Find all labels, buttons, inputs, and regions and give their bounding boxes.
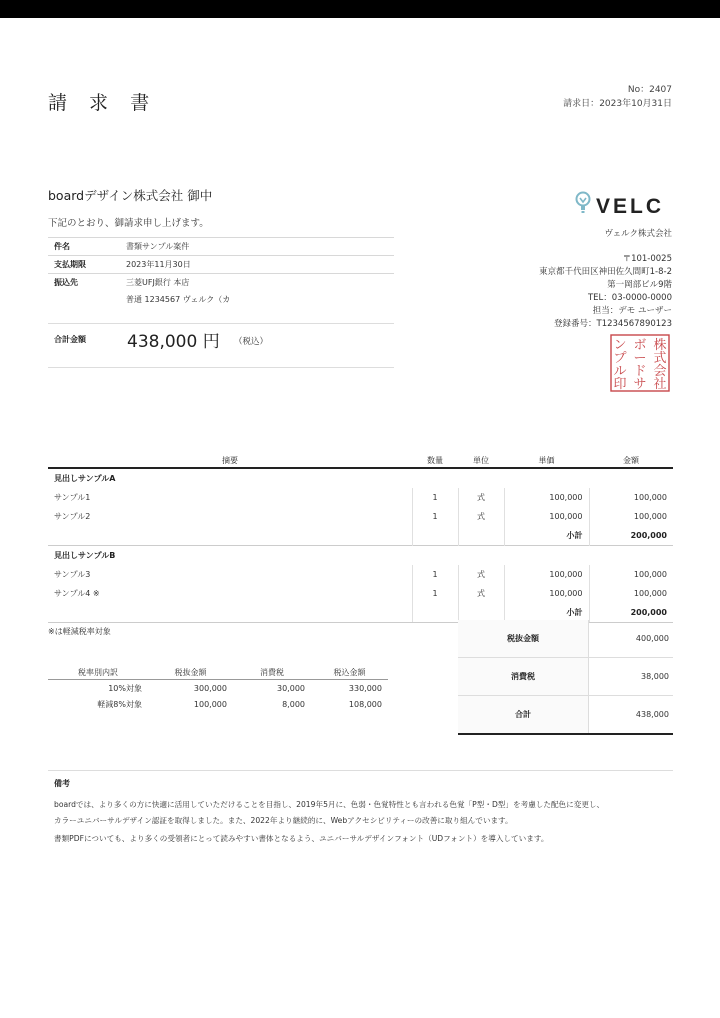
invoice-number: No：2407 [627, 85, 672, 95]
summary-value: 438,000 [589, 696, 674, 735]
item-qty: 1 [412, 507, 458, 526]
item-price: 100,000 [504, 565, 589, 584]
svg-text:ー: ー [633, 351, 647, 366]
summary-label: 消費税 [458, 658, 589, 696]
remarks-line: boardでは、より多くの方に快適に活用していただけることを目指し、2019年5月に、色弱・色覚特性とも言われる色覚「P型・D型」を考慮した配色に変更し、 [54, 800, 605, 809]
info-value: 三菱UFJ銀行 本店 [120, 274, 394, 292]
item-price: 100,000 [504, 507, 589, 526]
item-desc: サンプル1 [54, 493, 91, 502]
summary-row [458, 696, 673, 735]
tax-amount: 30,000 [277, 683, 305, 693]
reduced-tax-note: ※は軽減税率対象 [48, 627, 111, 636]
tax-incl: 330,000 [348, 683, 382, 693]
info-value: 2023年11月30日 [120, 256, 394, 274]
subtotal-label: 小計 [504, 526, 589, 546]
col-price: 単価 [504, 453, 589, 468]
summary-value: 38,000 [589, 658, 674, 696]
svg-text:ン: ン [613, 338, 627, 353]
company-seal [610, 334, 670, 392]
svg-text:ド: ド [633, 364, 647, 379]
info-label: 支払期限 [48, 256, 120, 274]
remarks-divider [48, 770, 673, 771]
items-table [48, 453, 673, 623]
info-value: 普通 1234567 ヴェルク（カ [126, 295, 231, 304]
tax-excl: 300,000 [193, 683, 227, 693]
company-contact: 担当：デモ ユーザー [592, 306, 672, 316]
group-heading-row [48, 468, 673, 488]
remarks-line: 書類PDFについても、より多くの受領者にとって読みやすい書体となるよう、ユニバーサルデザインフォント（UDフォント）を導入しています。 [54, 834, 549, 843]
subtotal-value: 200,000 [589, 526, 673, 546]
top-bar [0, 0, 720, 18]
subtotal-row [48, 526, 673, 546]
info-label: 件名 [48, 238, 120, 256]
company-postal: 〒101-0025 [622, 254, 672, 264]
total-divider-bottom [48, 367, 394, 368]
bulb-icon [577, 193, 590, 214]
tax-col-excl: 税抜金額 [148, 665, 233, 680]
info-row [48, 256, 394, 274]
item-qty: 1 [412, 565, 458, 584]
col-unit: 単位 [458, 453, 504, 468]
item-qty: 1 [412, 584, 458, 603]
svg-text:株: 株 [653, 338, 667, 353]
svg-text:ボ: ボ [633, 338, 647, 353]
table-row [48, 680, 388, 697]
item-desc: サンプル4 ※ [54, 589, 100, 598]
subtotal-label: 小計 [504, 603, 589, 623]
logo-text: VELC [596, 195, 665, 218]
tax-rate: 10%対象 [108, 683, 142, 693]
tax-amount: 8,000 [282, 699, 305, 709]
tax-rate: 軽減8%対象 [97, 699, 142, 709]
table-row [48, 565, 673, 584]
svg-text:式: 式 [653, 351, 667, 366]
subtotal-value: 200,000 [589, 603, 673, 623]
table-row [48, 488, 673, 507]
summary-row [458, 658, 673, 696]
company-address2: 第一岡部ビル9階 [607, 280, 672, 290]
item-amount: 100,000 [589, 565, 673, 584]
summary-label: 合計 [458, 696, 589, 735]
company-tel: TEL：03-0000-0000 [587, 293, 672, 303]
item-amount: 100,000 [589, 584, 673, 603]
document-title: 請 求 書 [48, 92, 158, 114]
total-label: 合計金額 [54, 335, 86, 344]
svg-text:ル: ル [613, 364, 627, 379]
summary-table [458, 620, 673, 735]
intro-text: 下記のとおり、御請求申し上げます。 [48, 218, 209, 229]
item-desc: サンプル3 [54, 570, 91, 579]
item-unit: 式 [458, 584, 504, 603]
info-row [48, 238, 394, 256]
summary-row [458, 620, 673, 658]
remarks-title: 備考 [54, 779, 70, 788]
info-row [48, 274, 394, 292]
item-unit: 式 [458, 565, 504, 584]
svg-text:会: 会 [653, 364, 667, 379]
total-divider-top [48, 323, 394, 324]
summary-label: 税抜金額 [458, 620, 589, 658]
item-unit: 式 [458, 488, 504, 507]
table-row [48, 584, 673, 603]
group-heading: 見出しサンプルA [54, 474, 116, 483]
total-tax-note: （税込） [234, 337, 269, 347]
total-amount: 438,000 円 [127, 332, 220, 352]
info-label [48, 291, 120, 308]
seal-chars [613, 337, 666, 392]
svg-text:印: 印 [613, 377, 627, 392]
svg-text:社: 社 [653, 377, 667, 392]
company-logo [574, 190, 672, 220]
group-heading: 見出しサンプルB [48, 546, 673, 566]
item-price: 100,000 [504, 488, 589, 507]
remarks-line: カラーユニバーサルデザイン認証を取得しました。また、2022年より継続的に、Webアクセシビリティーの改善に取り組んでいます。 [54, 816, 513, 825]
items-header-row [48, 453, 673, 468]
tax-breakdown-header [48, 665, 388, 680]
item-desc: サンプル2 [54, 512, 91, 521]
col-qty: 数量 [412, 453, 458, 468]
company-name: ヴェルク株式会社 [604, 229, 672, 239]
invoice-date: 請求日：2023年10月31日 [563, 99, 672, 109]
summary-value: 400,000 [589, 620, 674, 658]
item-amount: 100,000 [589, 507, 673, 526]
item-unit: 式 [458, 507, 504, 526]
invoice-info-table [48, 237, 394, 308]
tax-col-rate: 税率別内訳 [48, 665, 148, 680]
svg-text:サ: サ [633, 377, 647, 392]
table-row [48, 696, 388, 712]
info-row [48, 291, 394, 308]
item-price: 100,000 [504, 584, 589, 603]
company-address1: 東京都千代田区神田佐久間町1-8-2 [539, 267, 672, 277]
svg-text:プ: プ [613, 351, 627, 366]
client-name: boardデザイン株式会社 御中 [48, 188, 213, 203]
item-qty: 1 [412, 488, 458, 507]
tax-incl: 108,000 [348, 699, 382, 709]
tax-col-tax: 消費税 [233, 665, 311, 680]
info-value: 書類サンプル案件 [120, 238, 394, 256]
tax-col-incl: 税込金額 [311, 665, 388, 680]
tax-breakdown-table [48, 665, 388, 712]
col-desc: 摘要 [48, 453, 412, 468]
info-label: 振込先 [48, 274, 120, 292]
item-amount: 100,000 [589, 488, 673, 507]
table-row [48, 507, 673, 526]
tax-excl: 100,000 [193, 699, 227, 709]
group-heading-row [48, 546, 673, 566]
company-registration: 登録番号：T1234567890123 [554, 319, 672, 329]
col-amount: 金額 [589, 453, 673, 468]
